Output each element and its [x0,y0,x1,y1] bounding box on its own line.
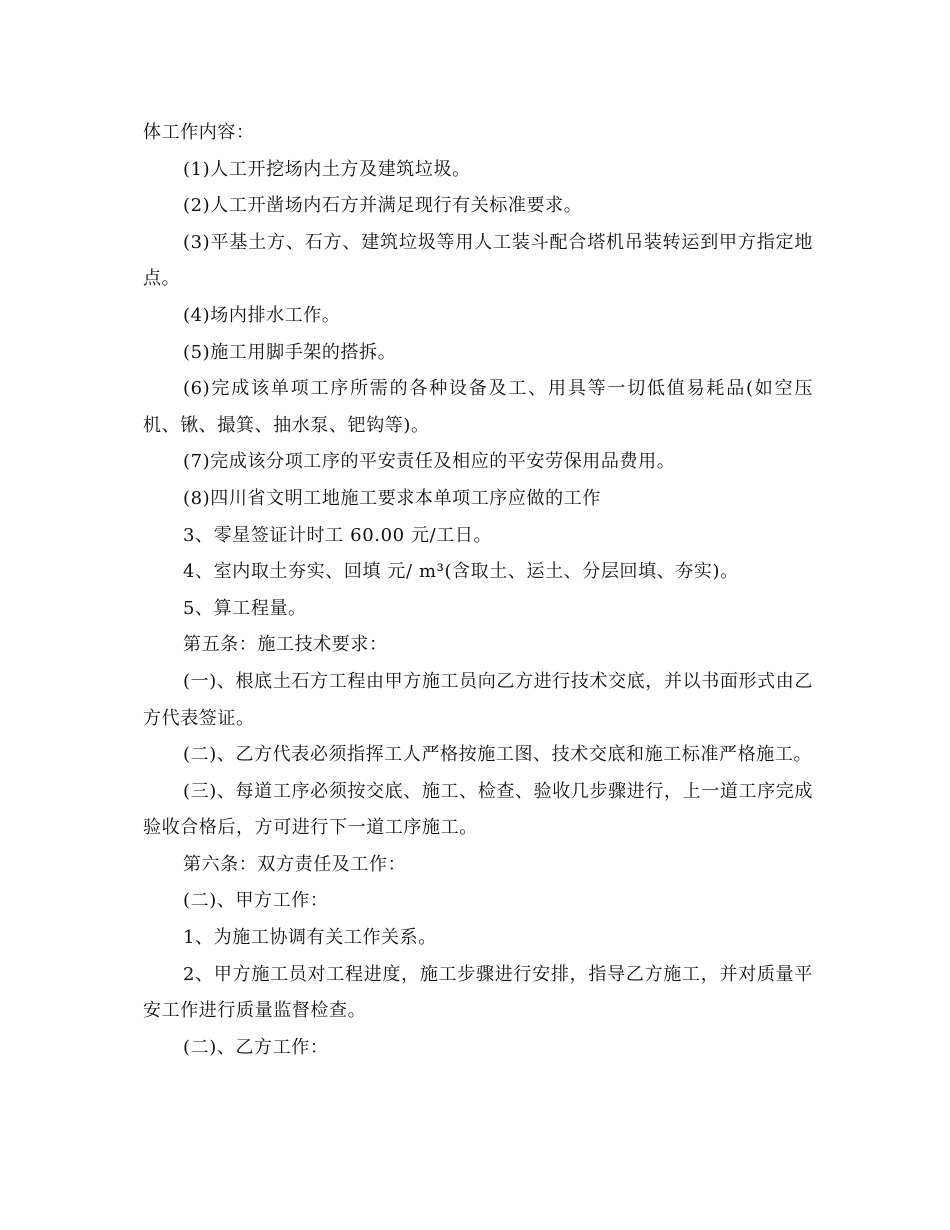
paragraph-item-5: (5)施工用脚手架的搭拆。 [183,341,397,363]
paragraph-item-7: (7)完成该分项工序的平安责任及相应的平安劳保用品费用。 [183,451,676,473]
paragraph-item-6: (6)完成该单项工序所需的各种设备及工、用具等一切低值易耗品(如空压机、锹、撮箕、抽水泵、钯钩等)。 [143,378,813,436]
document-body [143,115,813,1066]
paragraph-item-4: (4)场内排水工作。 [183,304,341,326]
paragraph-clause-5: 5、算工程量。 [183,597,307,619]
section-heading-article-6: 第六条：双方责任及工作： [183,853,407,875]
paragraph-item-8: (8)四川省文明工地施工要求本单项工序应做的工作 [183,487,601,509]
paragraph-clause-4: 4、室内取土夯实、回填 元/ m³(含取土、运土、分层回填、夯实)。 [183,561,739,583]
subheading-party-a-work: (二)、甲方工作： [183,890,329,912]
paragraph-clause-3: 3、零星签证计时工 60.00 元/工日。 [183,524,493,546]
subheading-party-b-work: (二)、乙方工作： [183,1036,329,1058]
paragraph-item-1: (1)人工开挖场内土方及建筑垃圾。 [183,158,471,180]
section-heading-article-5: 第五条：施工技术要求： [183,634,388,656]
paragraph-party-a-item-1: 1、为施工协调有关工作关系。 [183,927,437,949]
paragraph-requirement-3: (三)、每道工序必须按交底、施工、检查、验收几步骤进行，上一道工序完成验收合格后，方可进行下一道工序施工。 [143,780,813,839]
paragraph-work-content-heading: 体工作内容： [143,122,255,143]
paragraph-item-2: (2)人工开凿场内石方并满足现行有关标准要求。 [183,195,583,217]
paragraph-party-a-item-2: 2、甲方施工员对工程进度，施工步骤进行安排，指导乙方施工，并对质量平安工作进行质量监督检查。 [143,963,813,1022]
paragraph-requirement-1: (一)、根底土石方工程由甲方施工员向乙方进行技术交底，并以书面形式由乙方代表签证。 [143,670,813,729]
paragraph-requirement-2: (二)、乙方代表必须指挥工人严格按施工图、技术交底和施工标准严格施工。 [183,744,813,766]
paragraph-item-3: (3)平基土方、石方、建筑垃圾等用人工装斗配合塔机吊装转运到甲方指定地点。 [143,231,813,290]
